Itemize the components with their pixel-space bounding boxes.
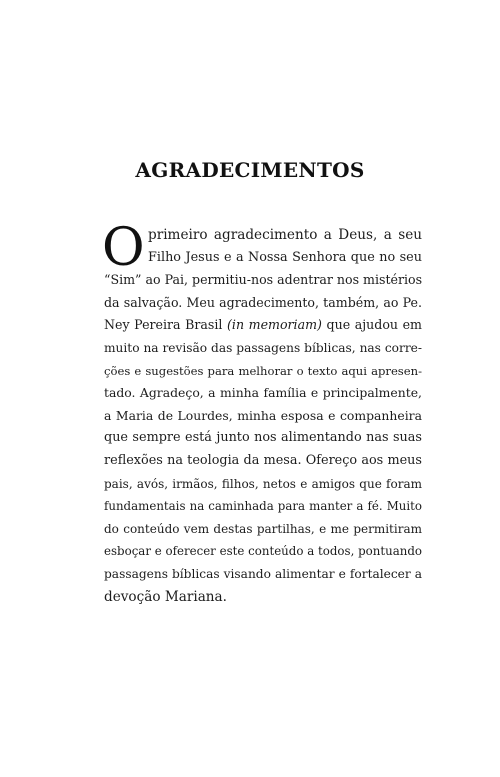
text-line: Filho Jesus e a Nossa Senhora que no seu (148, 249, 422, 265)
text-segment: que ajudou em (326, 317, 422, 333)
text-line: tado. Agradeço, a minha família e principalmente, (104, 385, 422, 401)
text-line-mixed (104, 314, 422, 337)
text-line: a Maria de Lourdes, minha esposa e companheira (104, 407, 422, 423)
text-line: reflexões na teologia da mesa. Ofereço aos meus (104, 452, 422, 468)
page-title: AGRADECIMENTOS (135, 158, 365, 182)
text-line: primeiro agradecimento a Deus, a seu (148, 227, 422, 243)
text-line: do conteúdo vem destas partilhas, e me permitiram (104, 521, 422, 536)
acknowledgements-paragraph (102, 218, 423, 608)
text-line: ções e sugestões para melhorar o texto aqui apresen- (104, 363, 422, 378)
text-line: da salvação. Meu agradecimento, também, ao Pe. (104, 294, 422, 310)
text-line: pais, avós, irmãos, filhos, netos e amigos que foram (104, 476, 422, 491)
text-line: passagens bíblicas visando alimentar e fortalecer a (104, 566, 422, 581)
text-segment: Ney Pereira Brasil (104, 317, 223, 333)
text-line: devoção Mariana. (104, 588, 227, 605)
drop-cap-letter: O (102, 218, 145, 278)
text-line: muito na revisão das passagens bíblicas, nas corre- (104, 340, 422, 355)
text-line: fundamentais na caminhada para manter a fé. Muito (104, 499, 422, 514)
italic-segment: (in memoriam) (227, 317, 322, 333)
text-line: que sempre está junto nos alimentando nas suas (104, 430, 422, 446)
text-line: “Sim” ao Pai, permitiu-nos adentrar nos mistérios (104, 272, 423, 288)
text-line: esboçar e oferecer este conteúdo a todos, pontuando (104, 544, 422, 559)
